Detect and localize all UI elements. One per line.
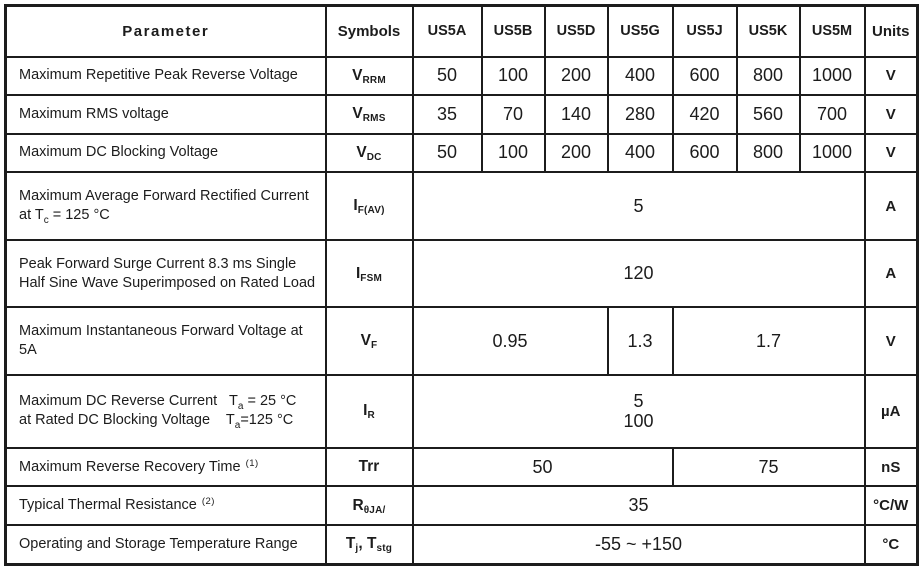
value-cell: 400 (608, 134, 673, 173)
header-model-us5b: US5B (482, 6, 545, 57)
param-cell (6, 240, 326, 308)
symbol-base: I (353, 197, 358, 215)
symbol-sub: stg (376, 543, 393, 555)
param-text: Maximum Reverse Recovery Time (19, 458, 241, 475)
param-cell (6, 172, 326, 240)
symbol-sub: F (371, 340, 378, 352)
note-superscript: (2) (201, 496, 215, 508)
symbol-sub: RMS (362, 113, 386, 125)
value-cell-merged (413, 375, 865, 448)
header-units: Units (865, 6, 918, 57)
header-model-us5m: US5M (800, 6, 865, 57)
value-cell: 35 (413, 95, 482, 134)
value-cell: 200 (545, 134, 608, 173)
table-row-ir (6, 375, 918, 448)
value-cell: 50 (413, 57, 482, 96)
header-symbols: Symbols (326, 6, 413, 57)
value-cell: 600 (673, 134, 737, 173)
param-text-line1: Peak Forward Surge Current 8.3 ms Single (19, 255, 297, 272)
symbol-cell (326, 134, 413, 173)
param-text: Typical Thermal Resistance (19, 497, 197, 514)
value-cell: 140 (545, 95, 608, 134)
symbol-cell (326, 448, 413, 487)
header-model-us5d: US5D (545, 6, 608, 57)
value-cell-merged: 120 (413, 240, 865, 308)
unit-cell: µA (865, 375, 918, 448)
value-cell: 100 (482, 134, 545, 173)
table-row-trr (6, 448, 918, 487)
symbol-base: R (352, 496, 364, 514)
value-cell: 1000 (800, 57, 865, 96)
param-sub: a (234, 420, 241, 432)
symbol-base: V (352, 105, 363, 123)
value-cell: 600 (673, 57, 737, 96)
param-text: = 25 °C (243, 393, 297, 410)
param-text: Maximum Instantaneous Forward Voltage at 5A (19, 323, 307, 359)
value-cell: 400 (608, 57, 673, 96)
value-cell: 420 (673, 95, 737, 134)
unit-cell: V (865, 134, 918, 173)
value-line2: 100 (623, 411, 654, 432)
param-cell (6, 375, 326, 448)
symbol-cell (326, 486, 413, 525)
value-cell-merged: 75 (673, 448, 865, 487)
unit-cell: °C/W (865, 486, 918, 525)
param-cell (6, 57, 326, 96)
table-row-thermal-resistance (6, 486, 918, 525)
param-text-line2 (19, 206, 319, 225)
value-cell: 280 (608, 95, 673, 134)
param-cell (6, 134, 326, 173)
unit-cell: V (865, 307, 918, 375)
value-cell-merged: -55 ~ +150 (413, 525, 865, 565)
header-model-us5k: US5K (737, 6, 800, 57)
note-superscript: (1) (245, 457, 259, 469)
value-cell: 50 (413, 134, 482, 173)
param-text: Maximum DC Reverse Current T (19, 393, 238, 410)
table-row-vdc (6, 134, 918, 173)
symbol-base: V (356, 143, 367, 161)
value-cell: 200 (545, 57, 608, 96)
table-row-ifav (6, 172, 918, 240)
symbol-base: I (355, 264, 361, 282)
param-text-line2 (19, 411, 319, 430)
unit-cell: A (865, 240, 918, 308)
param-text: at T (19, 207, 44, 224)
symbol-sub: DC (366, 151, 382, 163)
param-text: at Rated DC Blocking Voltage T (19, 412, 235, 429)
table-row-vf (6, 307, 918, 375)
param-text: Maximum RMS voltage (19, 105, 169, 122)
symbol-base: Trr (358, 458, 380, 476)
header-row (6, 6, 918, 57)
value-cell: 560 (737, 95, 800, 134)
param-text-line1: Maximum Average Forward Rectified Current (19, 187, 309, 204)
symbol-cell (326, 95, 413, 134)
value-cell: 1.3 (608, 307, 673, 375)
param-sub: c (43, 214, 49, 226)
param-cell (6, 448, 326, 487)
symbol-sub: j (355, 543, 359, 555)
symbol-cell (326, 172, 413, 240)
param-cell (6, 307, 326, 375)
header-parameter: Parameter (6, 6, 326, 57)
symbol-sub: R (367, 410, 375, 422)
table-row-vrms (6, 95, 918, 134)
symbol-sub: F(AV) (357, 205, 385, 217)
param-text: Maximum DC Blocking Voltage (19, 144, 219, 161)
value-cell: 100 (482, 57, 545, 96)
param-cell (6, 525, 326, 565)
unit-cell: °C (865, 525, 918, 565)
symbol-cell (326, 57, 413, 96)
header-model-us5a: US5A (413, 6, 482, 57)
header-model-us5j: US5J (673, 6, 737, 57)
value-cell-merged: 50 (413, 448, 673, 487)
value-cell-merged: 0.95 (413, 307, 608, 375)
header-model-us5g: US5G (608, 6, 673, 57)
value-cell-merged: 1.7 (673, 307, 865, 375)
value-line1: 5 (633, 390, 644, 411)
value-cell: 70 (482, 95, 545, 134)
value-cell: 800 (737, 57, 800, 96)
param-text-line2: Half Sine Wave Superimposed on Rated Load (19, 274, 316, 291)
symbol-cell (326, 375, 413, 448)
maximum-ratings-table (4, 4, 919, 566)
param-text: = 125 °C (48, 207, 110, 224)
symbol-base: T (345, 535, 356, 553)
value-cell-merged: 35 (413, 486, 865, 525)
symbol-cell (326, 240, 413, 308)
unit-cell: A (865, 172, 918, 240)
param-text: =125 °C (240, 412, 294, 429)
param-text: Operating and Storage Temperature Range (19, 535, 298, 552)
unit-cell: V (865, 57, 918, 96)
unit-cell: V (865, 95, 918, 134)
symbol-base: , T (358, 535, 377, 553)
param-sub: a (237, 401, 244, 413)
symbol-cell (326, 307, 413, 375)
table-row-temperature-range (6, 525, 918, 565)
unit-cell: nS (865, 448, 918, 487)
symbol-base: V (360, 332, 372, 350)
param-text: Maximum Repetitive Peak Reverse Voltage (19, 67, 298, 84)
table-row-vrrm (6, 57, 918, 96)
symbol-base: V (352, 66, 363, 84)
symbol-sub: RRM (362, 74, 386, 86)
symbol-sub: θJA/ (363, 504, 386, 516)
table-row-ifsm (6, 240, 918, 308)
value-cell-merged: 5 (413, 172, 865, 240)
value-cell: 700 (800, 95, 865, 134)
symbol-cell (326, 525, 413, 565)
param-cell (6, 486, 326, 525)
symbol-sub: FSM (360, 272, 383, 284)
value-cell: 1000 (800, 134, 865, 173)
param-cell (6, 95, 326, 134)
value-cell: 800 (737, 134, 800, 173)
symbol-base: I (363, 402, 368, 420)
param-text-line1 (19, 392, 319, 411)
